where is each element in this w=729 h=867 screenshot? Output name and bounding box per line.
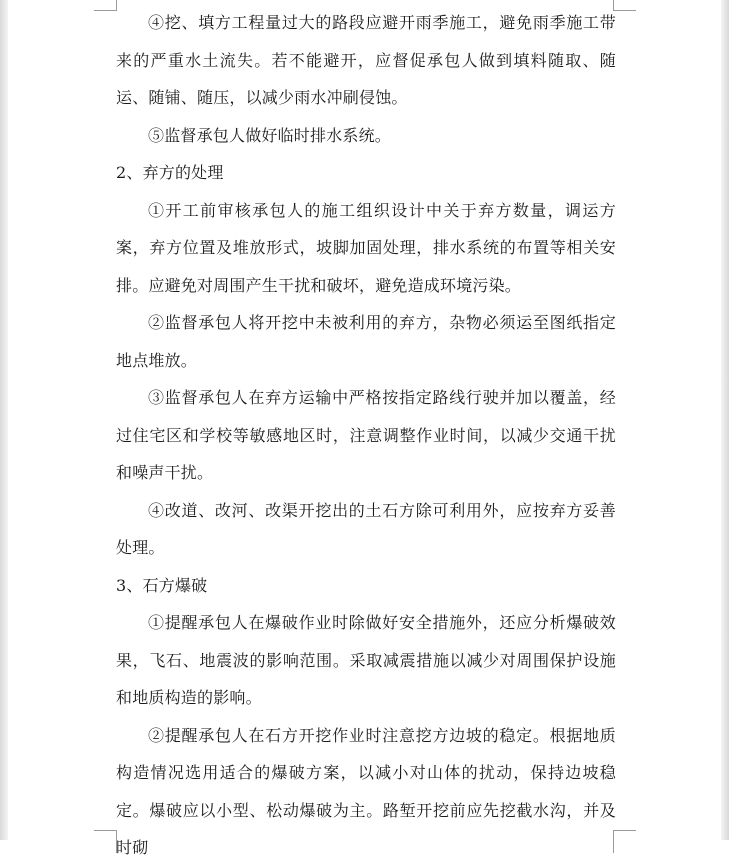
paragraph-item: ②提醒承包人在石方开挖作业时注意挖方边坡的稳定。根据地质构造情况选用适合的爆破方案，以减小对山体的扰动，保持边坡稳定。爆破应以小型、松动爆破为主。路堑开挖前应先挖截水沟，并及时砌 — [116, 725, 616, 857]
page-left-shadow — [0, 0, 8, 840]
bottom-right-margin-mark — [613, 830, 636, 853]
paragraph-item: ①开工前审核承包人的施工组织设计中关于弃方数量，调运方案，弃方位置及堆放形式，坡脚加固处理，排水系统的布置等相关安排。应避免对周围产生干扰和破坏，避免造成环境污染。 — [116, 200, 616, 295]
bottom-left-margin-mark — [94, 830, 117, 853]
page-right-shadow — [721, 0, 729, 840]
top-right-margin-mark — [613, 0, 636, 11]
document-body[interactable] — [116, 4, 616, 867]
paragraph-item: ②监督承包人将开挖中未被利用的弃方，杂物必须运至图纸指定地点堆放。 — [116, 313, 616, 370]
section-heading: 3、石方爆破 — [116, 575, 208, 595]
top-left-margin-mark — [94, 0, 117, 11]
paragraph-item: ①提醒承包人在爆破作业时除做好安全措施外，还应分析爆破效果，飞石、地震波的影响范围。采取减震措施以减少对周围保护设施和地质构造的影响。 — [116, 613, 616, 707]
paragraph-item: ③监督承包人在弃方运输中严格按指定路线行驶并加以覆盖，经过住宅区和学校等敏感地区时，注意调整作业时间，以减少交通干扰和噪声干扰。 — [116, 388, 616, 482]
paragraph-item: ⑤监督承包人做好临时排水系统。 — [148, 125, 392, 145]
paragraph-item: ④改道、改河、改渠开挖出的土石方除可利用外，应按弃方妥善处理。 — [116, 500, 616, 557]
section-heading: 2、弃方的处理 — [116, 163, 224, 182]
paragraph-item: ④挖、填方工程量过大的路段应避开雨季施工，避免雨季施工带来的严重水土流失。若不能避开，应督促承包人做到填料随取、随运、随铺、随压，以减少雨水冲刷侵蚀。 — [116, 13, 616, 107]
